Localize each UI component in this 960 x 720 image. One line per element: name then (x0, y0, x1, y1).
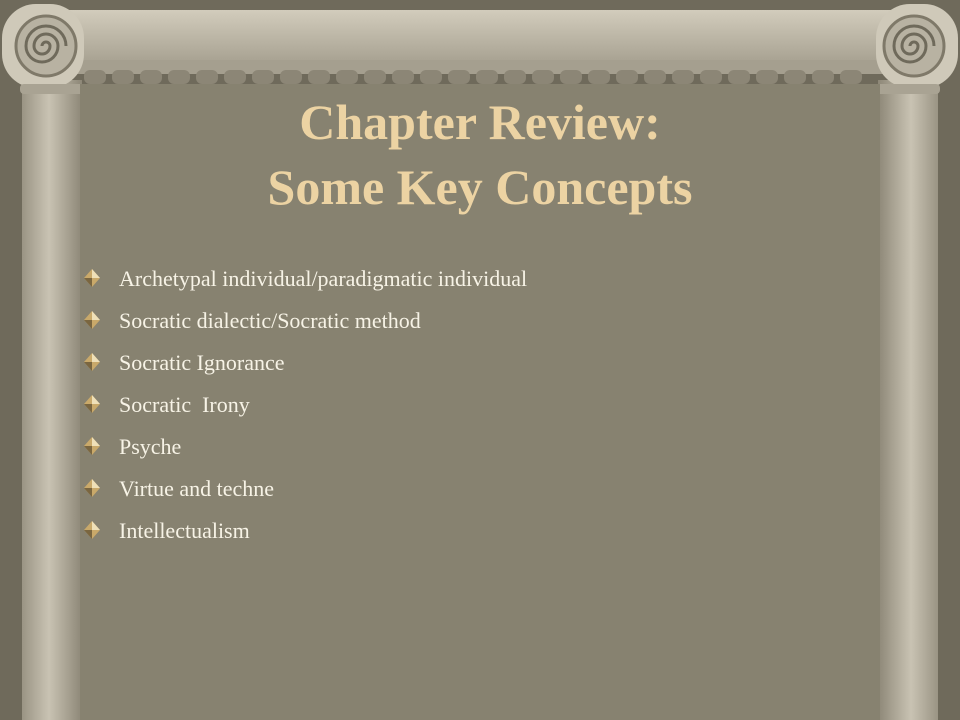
list-item-text: Socratic Ignorance (119, 350, 285, 375)
title-line-2: Some Key Concepts (267, 159, 693, 215)
list-item-text: Socratic Irony (119, 392, 250, 417)
list-item (82, 342, 842, 384)
diamond-bullet-icon (82, 268, 102, 288)
concept-list (82, 258, 842, 552)
list-item-text: Psyche (119, 434, 182, 459)
list-item (82, 258, 842, 300)
list-item (82, 300, 842, 342)
diamond-bullet-icon (82, 310, 102, 330)
list-item-text: Socratic dialectic/Socratic method (119, 308, 421, 333)
list-item (82, 468, 842, 510)
diamond-bullet-icon (82, 478, 102, 498)
diamond-bullet-icon (82, 352, 102, 372)
title-line-1: Chapter Review: (299, 94, 661, 150)
list-item-text: Archetypal individual/paradigmatic individual (119, 266, 528, 291)
slide-title (80, 90, 880, 220)
list-item (82, 510, 842, 552)
diamond-bullet-icon (82, 394, 102, 414)
list-item-text: Virtue and techne (119, 476, 275, 501)
diamond-bullet-icon (82, 436, 102, 456)
list-item-text: Intellectualism (119, 518, 250, 543)
diamond-bullet-icon (82, 520, 102, 540)
list-item (82, 426, 842, 468)
list-item (82, 384, 842, 426)
